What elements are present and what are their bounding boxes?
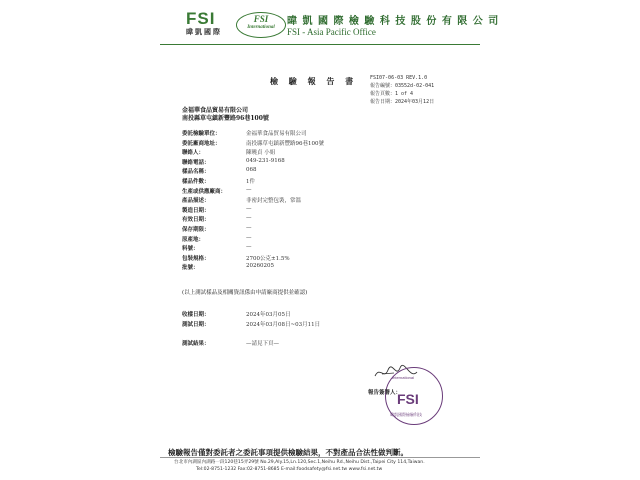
field-label: 樣品件數： — [182, 178, 210, 185]
field-label: 原產地： — [182, 236, 205, 243]
field-label: 樣品名稱： — [182, 169, 210, 176]
meta-report-date: 報告日期：2024年03月12日 — [370, 99, 435, 105]
field-label: 包裝規格： — [182, 255, 210, 262]
client-name: 金福華食品貿易有限公司 — [182, 107, 249, 114]
emblem-sub: International — [247, 25, 275, 30]
source-note: (以上測試樣品及相關資訊係由申請廠商提供並確認) — [182, 290, 308, 296]
field-label: 測試日期： — [182, 321, 210, 328]
field-value: 20260205 — [246, 263, 274, 270]
field-value: 1件 — [246, 178, 255, 185]
field-value: 049-231-9168 — [246, 157, 285, 164]
header-divider — [160, 44, 480, 45]
field-value: 非密封完整包裝，常溫 — [246, 198, 302, 205]
emblem-main: FSI — [253, 14, 269, 24]
seal-main-text: FSI — [397, 391, 419, 407]
footer-disclaimer: 檢驗報告僅對委託者之委託事項提供檢驗結果，不對產品合法性做判斷。 — [168, 448, 408, 457]
office-name: FSI - Asia Pacific Office — [287, 27, 376, 37]
field-value: —請見下頁— — [246, 341, 280, 347]
meta-report-number: 報告編號：03552d-02-041 — [370, 83, 435, 89]
client-block — [182, 107, 269, 123]
field-label: 聯絡人： — [182, 150, 205, 157]
field-label: 測試結果： — [182, 341, 210, 347]
international-emblem — [236, 12, 286, 38]
report-title: 檢 驗 報 告 書 — [270, 76, 358, 86]
field-label: 委託廠商地址： — [182, 140, 221, 147]
field-value: — — [246, 205, 252, 212]
field-value: 2700公克±1.5% — [246, 255, 290, 262]
field-label: 生產或供應廠商： — [182, 188, 227, 195]
field-value: 金福華食品貿易有限公司 — [246, 131, 307, 137]
field-label: 製造日期： — [182, 207, 210, 214]
client-address: 南投縣草屯鎮新豐路96巷100號 — [182, 115, 269, 122]
field-label: 批號： — [182, 265, 199, 272]
field-value: 2024年03月05日 — [246, 312, 291, 318]
field-label: 收樣日期： — [182, 312, 210, 318]
field-label: 保存期限： — [182, 226, 210, 233]
field-value: 2024年03月08日~03月11日 — [246, 321, 321, 328]
field-value: — — [246, 244, 252, 251]
field-value: 南投縣草屯鎮新豐路96巷100號 — [246, 140, 324, 147]
signer-label: 報告簽署人： — [368, 390, 402, 396]
field-label: 料號： — [182, 246, 199, 253]
field-label: 有效日期： — [182, 217, 210, 224]
footer-address: 台北市內湖區內湖路一段120巷15弄29號 No.29,Aly.15,Ln.120,Sec.1,Neihu Rd.,Neihu Dist.,Taipei City 114,Taiwan. — [174, 460, 425, 465]
fsi-logo: FSI — [186, 9, 216, 28]
field-value: — — [246, 215, 252, 222]
seal-ring-bottom: 暐凱國際檢驗科技 — [390, 412, 422, 417]
field-label: 委託檢驗單位： — [182, 131, 221, 137]
field-label: 產品描述： — [182, 198, 210, 205]
meta-form-code: FSI07-06-03 REV.1.0 — [370, 75, 428, 81]
field-value: 陳曉貞 小姐 — [246, 150, 276, 157]
field-label: 聯絡電話： — [182, 159, 210, 166]
report-meta — [370, 74, 434, 106]
footer-divider — [160, 457, 480, 458]
seal-ring-top: International — [392, 375, 415, 380]
field-value: 068 — [246, 167, 257, 174]
logo-subtitle: 暐凱國際 — [186, 29, 222, 36]
meta-page-count: 報告頁數：1 of 4 — [370, 91, 414, 97]
footer-contact: Tel:02-8751-1232 Fax:02-8751-8685 E-mail:foodsafety@fsi.net.tw www.fsi.net.tw — [196, 467, 383, 472]
field-value: — — [246, 186, 252, 193]
company-name: 暐 凱 國 際 檢 驗 科 技 股 份 有 限 公 司 — [287, 16, 500, 27]
field-value: — — [246, 224, 252, 231]
field-value: — — [246, 234, 252, 241]
